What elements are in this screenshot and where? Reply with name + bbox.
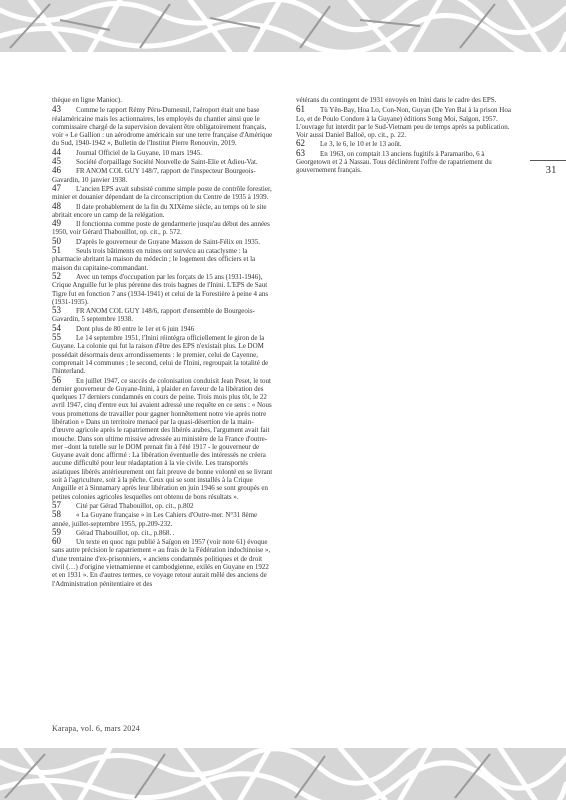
footnote-number: 48 (52, 200, 61, 211)
footnote (52, 148, 273, 157)
footnote-number: 60 (52, 536, 61, 547)
footnote-number: 52 (52, 270, 61, 281)
footnote-text: Il fonctionna comme poste de gendarmerie jusqu'au début des années 1950, voir Gérard Thabouillot, op. cit., p. 572. (52, 220, 270, 237)
right-column (296, 96, 513, 175)
footnote (52, 246, 273, 272)
footnote-number: 47 (52, 182, 61, 193)
journal-footer: Karapa, vol. 6, mars 2024 (52, 724, 140, 733)
footnote-number: 63 (296, 147, 305, 158)
footnote-text: Comme le rapport Rémy Péru-Dumesnil, l'aéroport était une base réalaméricaine mais les actionnaires, les employés du chantier ainsi que le commissaire chargé de la supervision devaient être obligatoirement français, voir « Le Gallion : un aérodrome américain sur une terre française d'Amérique du Sud, 1940-1942 », Bulletin de l'Institut Pierre Renouvin, 2019. (52, 106, 273, 148)
footnote-text: En 1963, on comptait 13 anciens fugitifs à Paramaribo, 6 à Georgetown et 2 à Nassau. Tous déclinèrent l'offre de rapatriement du gouvernement français. (296, 149, 492, 175)
footnote (52, 219, 273, 237)
footnote-text: Gérad Thabouillot, op. cit., p.868. . (76, 528, 175, 537)
footnote (52, 105, 273, 147)
footnote (52, 510, 273, 528)
footnote-text: Seuls trois bâtiments en ruines ont survécu au cataclysme : la pharmacie abritant la maison du médecin ; le logement des officiers et la maison du capitaine-commandant. (52, 247, 256, 272)
footnote (52, 237, 273, 246)
footnote-number: 55 (52, 332, 61, 343)
footnote (296, 105, 513, 139)
footnote-number: 50 (52, 235, 61, 246)
woven-pattern-graphic (0, 0, 566, 52)
decorative-header-band (0, 0, 566, 52)
footnote (296, 149, 513, 175)
footnote (52, 333, 273, 375)
page-number: 31 (545, 164, 557, 176)
footnote-number: 45 (52, 156, 61, 167)
footnote-number: 53 (52, 305, 61, 316)
footnote-number: 56 (52, 374, 61, 385)
footnote-text: FR ANOM COL GUY 148/6, rapport d'ensemble de Bourgeois-Gavardin, 5 septembre 1938. (52, 307, 255, 324)
footnote-number: 49 (52, 218, 61, 229)
footnote-text: FR ANOM COL GUY 148/7, rapport de l'inspecteur Bourgeois-Gavardin, 10 janvier 1938. (52, 167, 256, 184)
footnote (52, 376, 273, 501)
footnote-text: En juillet 1947, ce succès de colonisation conduisit Jean Peset, le tout dernier gouverneur de Guyane-Inini, à plaider en faveur de la libération des quelques 17 derniers condamnés en cours de peine. Trois mois plus tôt, le 22 avril 1947, cinq d'entre eux lui avaient adressé une requête en ce sens : « Nous vous promettons de travailler pour gagner honnêtement notre vie après notre libération » Dans un territoire menacé par la quasi-désertion de la main-d'œuvre agricole après le rapatriement des libérés arabes, l'argument avait fait mouche. Dans son ultime missive adressée au ministère de la France d'outre-mer –dont la tutelle sur le DOM prenait fin à l'été 1917 - le gouverneur de Guyane avait donc affirmé : La libération éventuelle des intéressés ne créera aucune difficulté pour leur réadaptation à la vie civile. Les transportés asiatiques libérés antérieurement ont fait preuve de bonne volonté en se livrant soit à l'agriculture, soit à la pêche. Ceux qui se sont installés à la Crique Anguille et à Sinnamary après leur libération en juin 1946 se sont groupés en petites colonies agricoles lesquelles ont obtenu de bons résultats ». (52, 376, 273, 501)
footnote (52, 501, 273, 510)
footnote (52, 537, 273, 588)
left-column (52, 96, 273, 588)
left-notes-list (52, 105, 273, 588)
footnote-text: Un texte en quoc ngu publié à Saïgon en 1957 (voir note 61) évoque sans autre précision le rapatriement « au frais de la Fédération indochinoise », d'une trentaine d'ex-prisonniers, « anciens condamnés politiques et de droit civil (…) d'origine vietnamienne et cambodgienne, exilés en Guyane en 1922 et en 1931 ». En d'autres termes, ce voyage retour aurait mêlé des anciens de l'Administration pénitentiaire et des (52, 538, 271, 588)
footnote (52, 272, 273, 306)
footnote-text: L'ancien EPS avait subsisté comme simple poste de contrôle forestier, minier et douanier dépendant de la circonscription du Centre de 1935 à 1939. (52, 184, 272, 202)
footnote-text: Le 3, le 6, le 10 et le 13 août. (320, 140, 402, 149)
left-column-lead: thèque en ligne Manioc). (52, 96, 122, 104)
page-number-rule (530, 160, 566, 161)
woven-pattern-graphic-bottom (0, 748, 566, 800)
footnote-number: 58 (52, 509, 61, 520)
footnote-text: « La Guyane française » in Les Cahiers d'Outre-mer. N°31 8ème année, juillet-septembre 1955, pp.209-232. (52, 511, 258, 528)
footnote (52, 202, 273, 220)
footnote (52, 166, 273, 184)
footnote-number: 46 (52, 165, 61, 176)
footnote (296, 139, 513, 148)
footnote-number: 57 (52, 499, 61, 510)
footnote (52, 184, 273, 202)
footnote-number: 62 (296, 138, 305, 149)
footnote-text: D'après le gouverneur de Guyane Masson de Saint-Félix en 1935. (76, 237, 260, 246)
right-column-lead: vétérans du contingent de 1931 envoyés en Inini dans le cadre des EPS. (296, 96, 497, 104)
footnote-number: 61 (296, 104, 305, 115)
footnote-text: Tù Yên-Bay, Hoa Lo, Con-Non, Guyan (De Yen Bai à la prison Hoa Lo, et de Poulo Condore à la Guyane) éditions Song Moi, Saïgon, 1957. L'ouvrage fut interdit par le Sud-Vietnam peu de temps après sa publication. Voir aussi Daniel Balloë, op. cit., p. 22. (296, 106, 511, 140)
footnote-number: 44 (52, 146, 61, 157)
right-notes-list (296, 105, 513, 174)
footnote-text: Journal Officiel de la Guyane, 10 mars 1945. (76, 148, 203, 157)
footnote-text: Avec un temps d'occupation par les forçats de 15 ans (1931-1946), Crique Anguille fut le plus pérenne des trois bagnes de l'Inini. L'EPS de Saut Tigre fut en fonction 7 ans (1934-1941) et celui de la Forestière à peine 4 ans (1931-1935). (52, 272, 269, 306)
footnote-text: Le 14 septembre 1951, l'Inini réintégra officiellement le giron de la Guyane. La colonie qui fut la raison d'être des EPS n'existait plus. Le DOM possédait désormais deux arrondissements : le premier, celui de Cayenne, comprenait 14 communes ; le second, celui de l'Inini, regroupait la totalité de l'hinterland. (52, 334, 269, 376)
footnote-text: Dont plus de 80 entre le 1er et 6 juin 1946 (76, 324, 195, 333)
footnote-text: Société d'orpaillage Société Nouvelle de Saint-Elie et Adieu-Vat. (76, 158, 258, 167)
footnote (52, 528, 273, 537)
footnote-number: 59 (52, 526, 61, 537)
footnote-number: 54 (52, 322, 61, 333)
decorative-footer-band (0, 748, 566, 800)
footnote (52, 306, 273, 324)
footnote (52, 324, 273, 333)
footnote-number: 51 (52, 245, 61, 256)
footnote (52, 157, 273, 166)
footnote-text: Cité par Gérad Thabouillot, op. cit., p.802 (76, 501, 194, 510)
footnote-number: 43 (52, 104, 61, 115)
footnote-text: Il date probablement de la fin du XIXème siècle, au temps où le site abritait encore un camp de la relégation. (52, 202, 267, 219)
